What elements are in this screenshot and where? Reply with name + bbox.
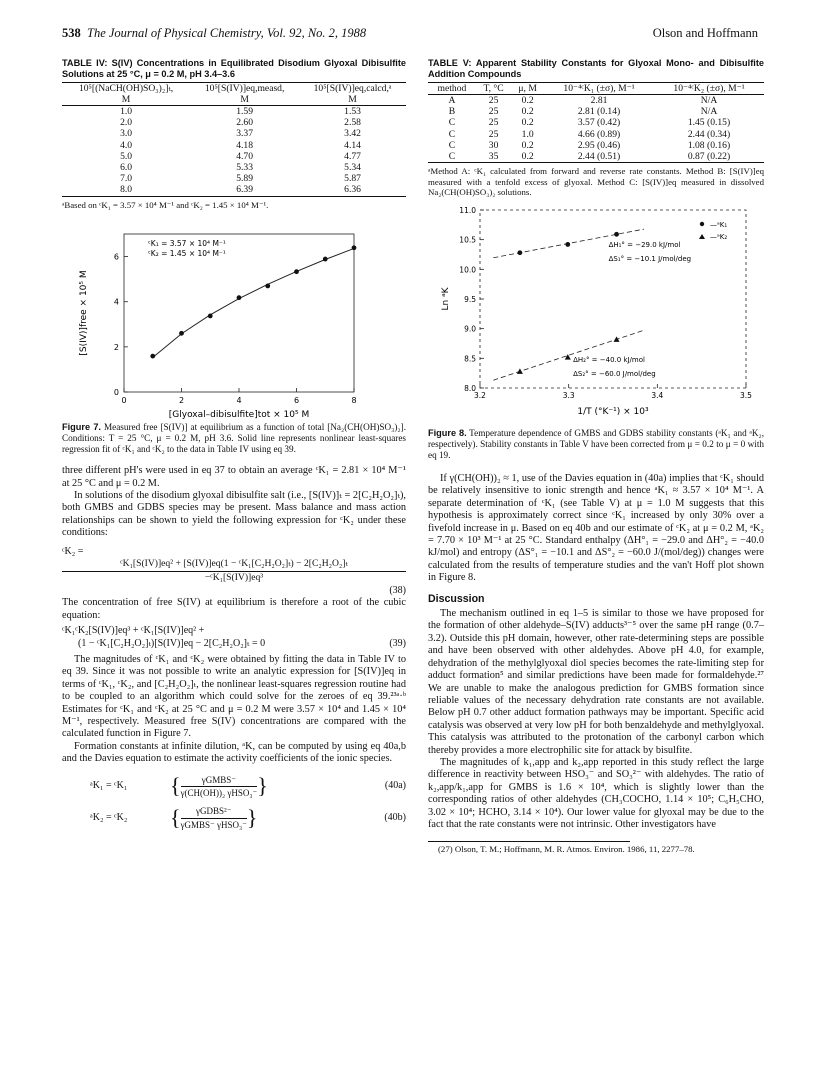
annotation-ds1: ΔS₁° = −10.1 J/mol/deg [608,255,692,264]
data-point [208,314,213,319]
table4-title: TABLE IV: S(IV) Concentrations in Equilibrated Disodium Glyoxal Dibisulfite Solutions at 25 °C, μ = 0.2 M, pH 3.4–3.6 [62,58,406,79]
table-cell: 1.0 [521,128,534,140]
x-tick-label: 0 [121,396,127,406]
data-point-k1 [565,242,570,247]
table-cell: 6.0 [120,162,133,174]
right-paragraph: If γ(CH(OH))₂ ≈ 1, use of the Davies equation in (40a) implies that ᶜK₁ should be relatively insensitive to ionic strength and hence ᵃK₁ ≈ 3.57 × 10⁴ M⁻¹. A separate determination of ᶜK₁ (see Table V) at μ = 1.0 M suggests that this hypothesis is approximately correct since ᶜK₁ increased by only 30% over a fivefold increase in μ. Based on eq 40b and our estimate of ᶜK₂ at μ = 0.2 M, ᵃK₂ = 7.70 × 10³ M⁻¹ at 25 °C. Standard enthalpy (ΔH°₁ = −29.0 and ΔH°₂ = −40.0 kJ/mol) and entropy (ΔS°₁ = −10.1 and ΔS°₂ = −60.0 J/(mol/deg)) changes were calculated from the results of temperature studies and the van't Hoff plot shown in Figure 8. [428,473,764,584]
figure7-caption: Figure 7. Measured free [S(IV)] at equilibrium as a function of total [Na₂(CH(OH)SO₃)₂]. Conditions: T = 25 °C, μ = 0.2 M, pH 3.6. Solid line represents nonlinear least-squares regression fit of ᶜK₁ and ᶜK₂ to the data in Table IV using eq 39. [62,422,406,455]
table-row [62,162,406,173]
table4-header: 10⁵[S(IV)]eq,measd, [204,83,285,94]
table4-unit: M [240,94,249,105]
left-paragraph: Formation constants at infinite dilution, ᵃK, can be computed by using eq 40a,b and the Davies equation to estimate the activity coefficients of the ionic species. [62,740,406,765]
x-axis-label: 1/T (°K⁻¹) × 10³ [577,407,649,417]
table5-header: method [437,83,467,94]
x-tick-label: 2 [178,396,185,406]
table-row [62,173,406,184]
table-row [62,106,406,118]
table-cell: 4.0 [120,139,133,151]
running-header [62,26,366,41]
table-cell: A [448,95,456,106]
table-cell: 1.53 [344,106,361,117]
table-cell: 7.0 [120,173,133,185]
table-row [428,95,764,107]
table-cell: 25 [488,128,499,140]
table-cell: 0.2 [521,106,534,118]
left-paragraph: The concentration of free S(IV) at equilibrium is therefore a root of the cubic equation: [62,597,406,621]
table-row [62,128,406,139]
data-point-k2 [614,336,620,342]
x-tick-label: 4 [236,396,242,406]
figure7-plot [62,220,406,420]
table-cell: C [448,128,456,140]
table-row [62,140,406,151]
table-cell: 3.0 [120,128,133,140]
table-cell: C [448,117,456,129]
right-column [428,58,764,855]
left-paragraph: The magnitudes of ᶜK₁ and ᶜK₂ were obtained by fitting the data in Table IV to eq 39. Since it was not possible to write an analytic expression for [S(IV)]eq in terms of ᶜK₁, ᶜK₂, and [C₂H₂O₂]ₜ, the nonlinear least-squares regression routine had to be coupled to an algorithm which could solve for the zeroes of eq 39.²³ᵃ·ᵇ Estimates for ᶜK₁ and ᶜK₂ at 25 °C and μ = 0.2 M were 3.57 × 10⁴ and 1.45 × 10⁴ M⁻¹, respectively. Measured free S(IV) concentrations are compared with the calculated function in Figure 7. [62,653,406,740]
table4-header: 10⁵[S(IV)]eq,calcd,ᵃ [313,83,392,94]
table-cell: 8.0 [120,184,133,196]
table-cell: 0.2 [521,151,534,163]
table-cell: 5.89 [236,173,254,185]
table-cell: 25 [488,106,499,118]
x-axis-label: [Glyoxal–dibisulfite]tot × 10⁵ M [168,410,310,421]
table-cell: 2.81 (0.14) [577,106,621,118]
equation-40a: ᵃK₁ = ᶜK₁ { γGMBS⁻ γ(CH(OH))₂ γHSO₃⁻ } (40a) [90,773,406,799]
table-cell: 5.33 [236,162,254,174]
x-tick-label: 8 [351,396,357,406]
y-tick-label: 10.5 [459,235,476,245]
table-cell: 1.08 (0.16) [687,139,731,151]
page-number: 538 [62,26,81,40]
table-row [428,151,764,162]
reference-footnote: (27) Olson, T. M.; Hoffmann, M. R. Atmos. Environ. 1986, 11, 2277–78. [438,844,695,855]
x-tick-label: 3.5 [740,391,752,400]
legend-k1: —ᵃK₁ [710,221,728,229]
table-cell: C [448,151,456,163]
table-cell: C [448,139,456,151]
figure8-plot [428,204,764,426]
y-tick-label: 0 [113,388,119,398]
legend-k2: —ᵃK₂ [710,233,728,241]
equation-39: ᶜK₁ᶜK₂[S(IV)]eq³ + ᶜK₁[S(IV)]eq² + (1 − ᶜK₁[C₂H₂O₂]ₜ)[S(IV)]eq − 2[C₂H₂O₂]ₜ = 0 (39) [62,625,406,649]
data-point [237,295,242,300]
table-cell: 5.0 [120,150,133,162]
table-cell: B [448,106,456,118]
table5-title: TABLE V: Apparent Stability Constants for Glyoxal Mono- and Dibisulfite Addition Compounds [428,58,764,79]
table-cell: 3.42 [344,128,361,140]
right-paragraph: The mechanism outlined in eq 1–5 is similar to those we have proposed for the formation of other aldehyde–S(IV) adducts³⁻⁵ over the same pH range (0.7–3.2). Outside this pH domain, however, other rate-determining steps are possible and have been observed with other aldehydes. Above pH 4.0, for example, dehydration of the methylglyoxal diol species becomes the rate-limiting step for adduct formation⁵ and similar predictions have been made for formaldehyde.²⁷ We are unable to make the analogous prediction for GMBS formation since reliable values of the necessary dehydration rate constants are not available. Below pH 0.7 other adduct formation pathways may be important. Specific acid catalysis was observed at very low pH for both benzaldehyde and methylglyoxal. This catalysis was attributed to the protonation of the carbonyl carbon which thereby provides a more electrophilic site for attack by bisulfite. [428,608,764,756]
table-cell: 1.59 [236,106,254,117]
x-tick-label: 3.4 [651,391,664,400]
data-point [323,257,328,262]
y-tick-label: 2 [113,343,119,353]
running-authors: Olson and Hoffmann [652,26,758,40]
table-cell: 1.0 [120,106,133,117]
left-paragraph: three different pH's were used in eq 37 to obtain an average ᶜK₁ = 2.81 × 10⁴ M⁻¹ at 25 °C and μ = 0.2 M. [62,465,406,489]
table-cell: 4.70 [236,150,254,162]
equation-40b: ᵃK₂ = ᶜK₂ { γGDBS²⁻ γGMBS⁻ γHSO₃⁻ } (40b) [90,805,406,831]
table-cell: 1.45 (0.15) [687,117,731,129]
table5-header: 10⁻⁴ᶜK₂ (±σ), M⁻¹ [673,83,745,94]
journal-title: The Journal of Physical Chemistry, Vol. 92, No. 2, 1988 [87,26,367,40]
data-point [352,246,357,251]
data-point [265,284,270,289]
left-paragraph: In solutions of the disodium glyoxal dibisulfite salt (i.e., [S(IV)]ₜ = 2[C₂H₂O₂]ₜ), both GMBS and GDBS species may be present. Mass balance and mass action relationships can be shown to yield the following expression for ᶜK₂ under these conditions: [62,490,406,539]
table4-unit: M [121,94,131,105]
table-row [62,184,406,195]
y-tick-label: 6 [113,252,119,262]
table-cell: 0.2 [521,117,534,129]
data-point-k1 [518,250,523,255]
data-point [150,354,155,359]
table-cell: 25 [488,117,499,129]
table-cell: 6.36 [344,184,361,196]
x-tick-label: 3.2 [474,391,486,400]
data-point-k1 [614,232,619,237]
table-cell: N/A [700,95,718,106]
table-cell: 3.57 (0.42) [577,117,621,129]
table4 [62,83,406,196]
table5-header: 10⁻⁴ᶜK₁ (±σ), M⁻¹ [563,83,635,94]
data-point [179,331,184,336]
table5-footnote: ᵃMethod A: ᶜK₁ calculated from forward and reverse rate constants. Method B: [S(IV)]eq measured with a tenfold excess of glyoxal. Method C: [S(IV)]eq measured in dissolved Na₂(CH(OH)SO₃)₂ solutions. [428,166,764,198]
legend-marker-k1 [700,222,704,226]
legend-marker-k2 [699,234,705,239]
y-tick-label: 10.0 [459,265,476,275]
table-cell: 4.66 (0.89) [577,128,621,140]
table-cell: 30 [488,139,499,151]
equation-38: ᶜK₂ = ᶜK₁[S(IV)]eq² + [S(IV)]eq(1 − ᶜK₁[C₂H₂O₂]ₜ) − 2[C₂H₂O₂]ₜ −ᶜK₁[S(IV)]eq³ (38) [62,545,406,596]
table-cell: 2.95 (0.46) [577,139,621,151]
table5 [428,83,764,162]
table-row [428,117,764,128]
table4-footnote: ᵃBased on ᶜK₁ = 3.57 × 10⁴ M⁻¹ and ᶜK₂ = 1.45 × 10⁴ M⁻¹. [62,199,269,210]
table-cell: 2.0 [120,117,133,129]
table-cell: 2.58 [344,117,361,129]
table-cell: 0.87 (0.22) [687,151,731,163]
table-cell: 4.14 [344,139,361,151]
table-cell: 2.44 (0.34) [687,128,731,140]
table-cell: N/A [700,106,718,118]
y-tick-label: 8.0 [464,384,476,393]
table-cell: 4.77 [344,150,361,162]
data-point [294,270,299,275]
table-cell: 25 [488,95,499,106]
table-cell: 5.87 [344,173,361,185]
fit-line [153,249,354,358]
x-tick-label: 3.3 [562,391,575,400]
table-row [62,151,406,162]
left-column [62,58,406,831]
table-row [428,129,764,140]
table-row [428,106,764,117]
legend-k2: ᶜK₂ = 1.45 × 10⁴ M⁻¹ [148,249,226,259]
annotation-ds2: ΔS₂° = −60.0 J/mol/deg [573,370,656,379]
table-cell: 2.60 [236,117,254,129]
y-tick-label: 9.5 [464,295,476,304]
y-tick-label: 8.5 [464,354,476,364]
data-point-k2 [517,368,523,374]
table-cell: 0.2 [521,139,534,151]
table-cell: 5.34 [344,162,361,174]
table-cell: 0.2 [521,95,534,106]
annotation-dh1: ΔH₁° = −29.0 kJ/mol [608,240,681,249]
table-cell: 35 [488,151,499,163]
y-tick-label: 4 [113,297,119,307]
section-heading: Discussion [428,592,485,605]
table-cell: 2.44 (0.51) [577,151,621,163]
y-axis-label: [S(IV)]free × 10⁵ M [79,270,89,356]
table-row [428,140,764,151]
table5-header: T, °C [483,83,504,94]
table4-unit: M [348,94,357,105]
table5-header: μ, M [518,83,537,94]
table-cell: 2.81 [590,95,608,106]
table-cell: 6.39 [236,184,254,196]
annotation-dh2: ΔH₂° = −40.0 kJ/mol [573,355,645,364]
y-tick-label: 9.0 [464,324,476,334]
table-cell: 3.37 [236,128,254,140]
table-cell: 4.18 [236,139,254,151]
y-tick-label: 11.0 [459,206,476,215]
table-row [62,117,406,128]
figure8-caption: Figure 8. Temperature dependence of GMBS and GDBS stability constants (ᵃK₁ and ᵃK₂, respectively). Stability constants in Table V have been corrected from μ = 0.2 to μ = 0 with eq 19. [428,428,764,460]
right-paragraph: The magnitudes of k₁,app and k₂,app reported in this study reflect the large difference in reactivity between HSO₃⁻ and SO₃²⁻ with aldehydes. The ratio of k₂,app/k₁,app for GMBS is 1.6 × 10⁴, which is slightly lower than the corresponding ratios of other aldehydes (CH₃COCHO, 1.14 × 10⁵; C₆H₅CHO, 3.02 × 10⁴; HCHO, 3.14 × 10⁴). Our lower value for glyoxal may be due to the fact that the rate constants were not intrinsic. Other investigators have [428,756,764,830]
table4-header: 10⁵[(NaCH(OH)SO₃)₂]ₜ, [78,83,174,94]
legend-k1: ᶜK₁ = 3.57 × 10⁴ M⁻¹ [148,239,226,249]
y-axis-label: Ln ᵃK [441,287,451,311]
x-tick-label: 6 [293,396,300,406]
